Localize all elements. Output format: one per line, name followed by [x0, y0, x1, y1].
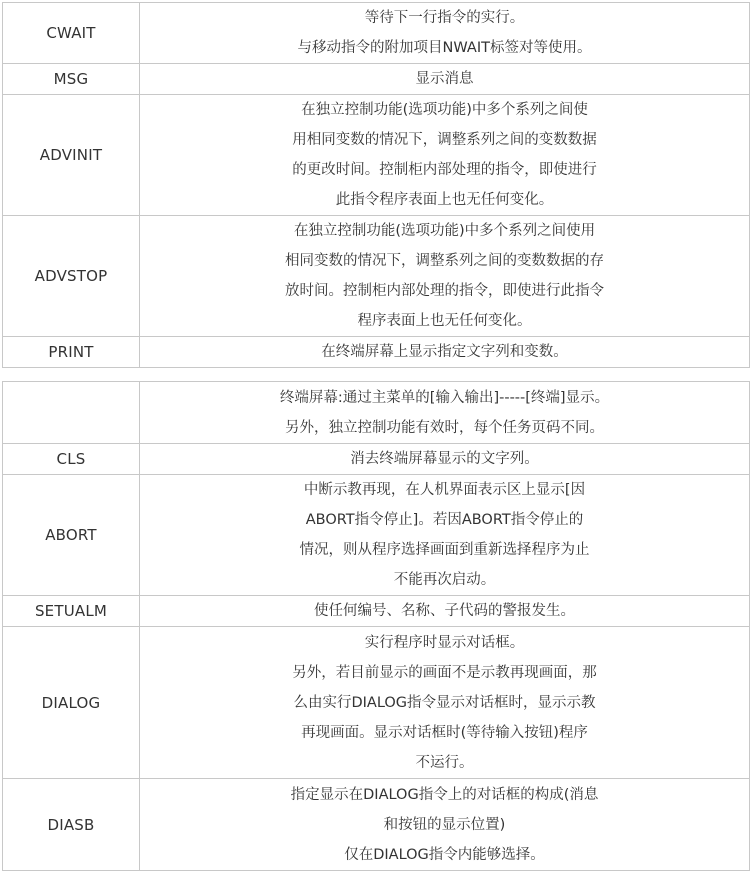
command-description: [140, 475, 750, 596]
table-row: [3, 627, 750, 779]
description-line: 中断示教再现，在人机界面表示区上显示[因: [303, 482, 586, 498]
description-line: 和按钮的显示位置): [383, 816, 506, 833]
description-line: 不能再次启动。: [393, 572, 496, 588]
command-table-1: [2, 2, 750, 368]
description-line: 此指令程序表面上也无任何变化。: [335, 192, 554, 208]
description-line: 显示消息: [415, 71, 474, 87]
command-name: DIALOG: [3, 627, 140, 779]
table-row: [3, 779, 750, 871]
description-line: 放时间。控制柜内部处理的指令，即使进行此指令: [285, 283, 604, 299]
command-description: [140, 216, 750, 337]
command-name: ADVINIT: [3, 95, 140, 216]
description-line: 在独立控制功能(选项功能)中多个系列之间使: [301, 102, 588, 118]
description-line: 用相同变数的情况下，调整系列之间的变数数据: [292, 132, 597, 148]
description-line: 情况，则从程序选择画面到重新选择程序为止: [299, 542, 590, 558]
table-row: [3, 596, 750, 627]
command-description: [140, 64, 750, 95]
description-line: 等待下一行指令的实行。: [364, 10, 525, 26]
description-line: 另外，独立控制功能有效时，每个任务页码不同。: [285, 419, 604, 436]
table-row: [3, 64, 750, 95]
description-line: 消去终端屏幕显示的文字列。: [350, 451, 539, 467]
command-description: [140, 95, 750, 216]
description-line: 与移动指令的附加项目NWAIT标签对等使用。: [297, 40, 592, 56]
command-description: [140, 779, 750, 871]
description-line: 相同变数的情况下，调整系列之间的变数数据的存: [285, 253, 604, 269]
description-line: 另外，若目前显示的画面不是示教再现画面，那: [292, 664, 597, 681]
table-row: [3, 3, 750, 64]
command-description: [140, 337, 750, 368]
table-row: [3, 444, 750, 475]
command-description: [140, 627, 750, 779]
command-description: [140, 444, 750, 475]
description-line: 不运行。: [415, 754, 474, 771]
description-line: 终端屏幕:通过主菜单的[输入输出]-----[终端]显示。: [279, 389, 610, 406]
command-name: ADVSTOP: [3, 216, 140, 337]
command-name: CLS: [3, 444, 140, 475]
table-row: [3, 95, 750, 216]
table-row: [3, 382, 750, 444]
command-description: [140, 596, 750, 627]
command-name: PRINT: [3, 337, 140, 368]
table-row: [3, 337, 750, 368]
description-line: 的更改时间。控制柜内部处理的指令，即使进行: [292, 162, 597, 178]
description-line: 在独立控制功能(选项功能)中多个系列之间使用: [293, 223, 596, 239]
description-line: 程序表面上也无任何变化。: [357, 313, 532, 329]
description-line: 实行程序时显示对话框。: [364, 634, 525, 651]
command-table-2: [2, 381, 750, 871]
description-line: 么由实行DIALOG指令显示对话框时，显示示教: [293, 694, 596, 711]
command-description: [140, 382, 750, 444]
table-row: [3, 216, 750, 337]
command-name: ABORT: [3, 475, 140, 596]
description-line: 再现画面。显示对话框时(等待输入按钮)程序: [301, 724, 588, 741]
command-name: SETUALM: [3, 596, 140, 627]
description-line: 在终端屏幕上显示指定文字列和变数。: [321, 344, 568, 360]
command-description: [140, 3, 750, 64]
description-line: 使任何编号、名称、子代码的警报发生。: [314, 603, 575, 619]
command-name: DIASB: [3, 779, 140, 871]
description-line: ABORT指令停止]。若因ABORT指令停止的: [305, 512, 584, 528]
description-line: 指定显示在DIALOG指令上的对话框的构成(消息: [290, 786, 599, 803]
command-name: MSG: [3, 64, 140, 95]
table-row: [3, 475, 750, 596]
command-name: [3, 382, 140, 444]
description-line: 仅在DIALOG指令内能够选择。: [344, 846, 545, 863]
command-name: CWAIT: [3, 3, 140, 64]
